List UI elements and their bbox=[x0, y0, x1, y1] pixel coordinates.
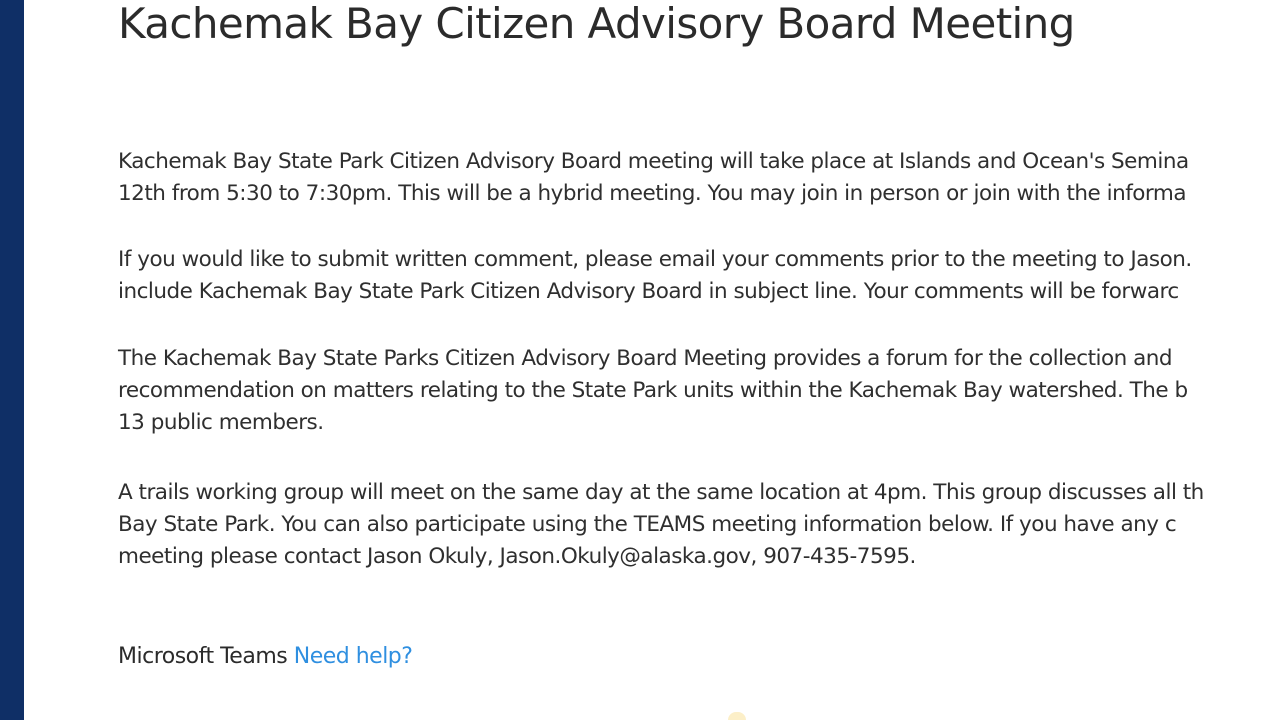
left-accent-bar bbox=[0, 0, 24, 720]
paragraph-line: If you would like to submit written comment, please email your comments prior to the meeting to Jason. bbox=[118, 247, 1192, 272]
paragraph-line: meeting please contact Jason Okuly, Jason.Okuly@alaska.gov, 907-435-7595. bbox=[118, 544, 916, 569]
written-comment-paragraph bbox=[118, 244, 1192, 308]
meeting-location-paragraph bbox=[118, 146, 1189, 210]
need-help-link[interactable]: Need help? bbox=[293, 644, 413, 669]
paragraph-line: 13 public members. bbox=[118, 410, 324, 435]
decorative-glint bbox=[728, 712, 746, 720]
paragraph-line: Kachemak Bay State Park Citizen Advisory Board meeting will take place at Islands and Ocean's Semina bbox=[118, 149, 1189, 174]
paragraph-line: 12th from 5:30 to 7:30pm. This will be a hybrid meeting. You may join in person or join with the informa bbox=[118, 181, 1187, 206]
paragraph-line: include Kachemak Bay State Park Citizen Advisory Board in subject line. Your comments will be forwarc bbox=[118, 279, 1179, 304]
teams-label: Microsoft Teams bbox=[118, 644, 288, 669]
paragraph-line: The Kachemak Bay State Parks Citizen Advisory Board Meeting provides a forum for the collection and bbox=[118, 346, 1173, 371]
paragraph-line: A trails working group will meet on the same day at the same location at 4pm. This group discusses all th bbox=[118, 480, 1204, 505]
teams-info-row bbox=[118, 640, 412, 674]
board-purpose-paragraph bbox=[118, 343, 1188, 439]
trails-working-group-paragraph bbox=[118, 477, 1204, 573]
paragraph-line: Bay State Park. You can also participate using the TEAMS meeting information below. If you have any c bbox=[118, 512, 1177, 537]
paragraph-line: recommendation on matters relating to the State Park units within the Kachemak Bay watershed. The b bbox=[118, 378, 1188, 403]
page-title: Kachemak Bay Citizen Advisory Board Meeting bbox=[118, 0, 1075, 48]
